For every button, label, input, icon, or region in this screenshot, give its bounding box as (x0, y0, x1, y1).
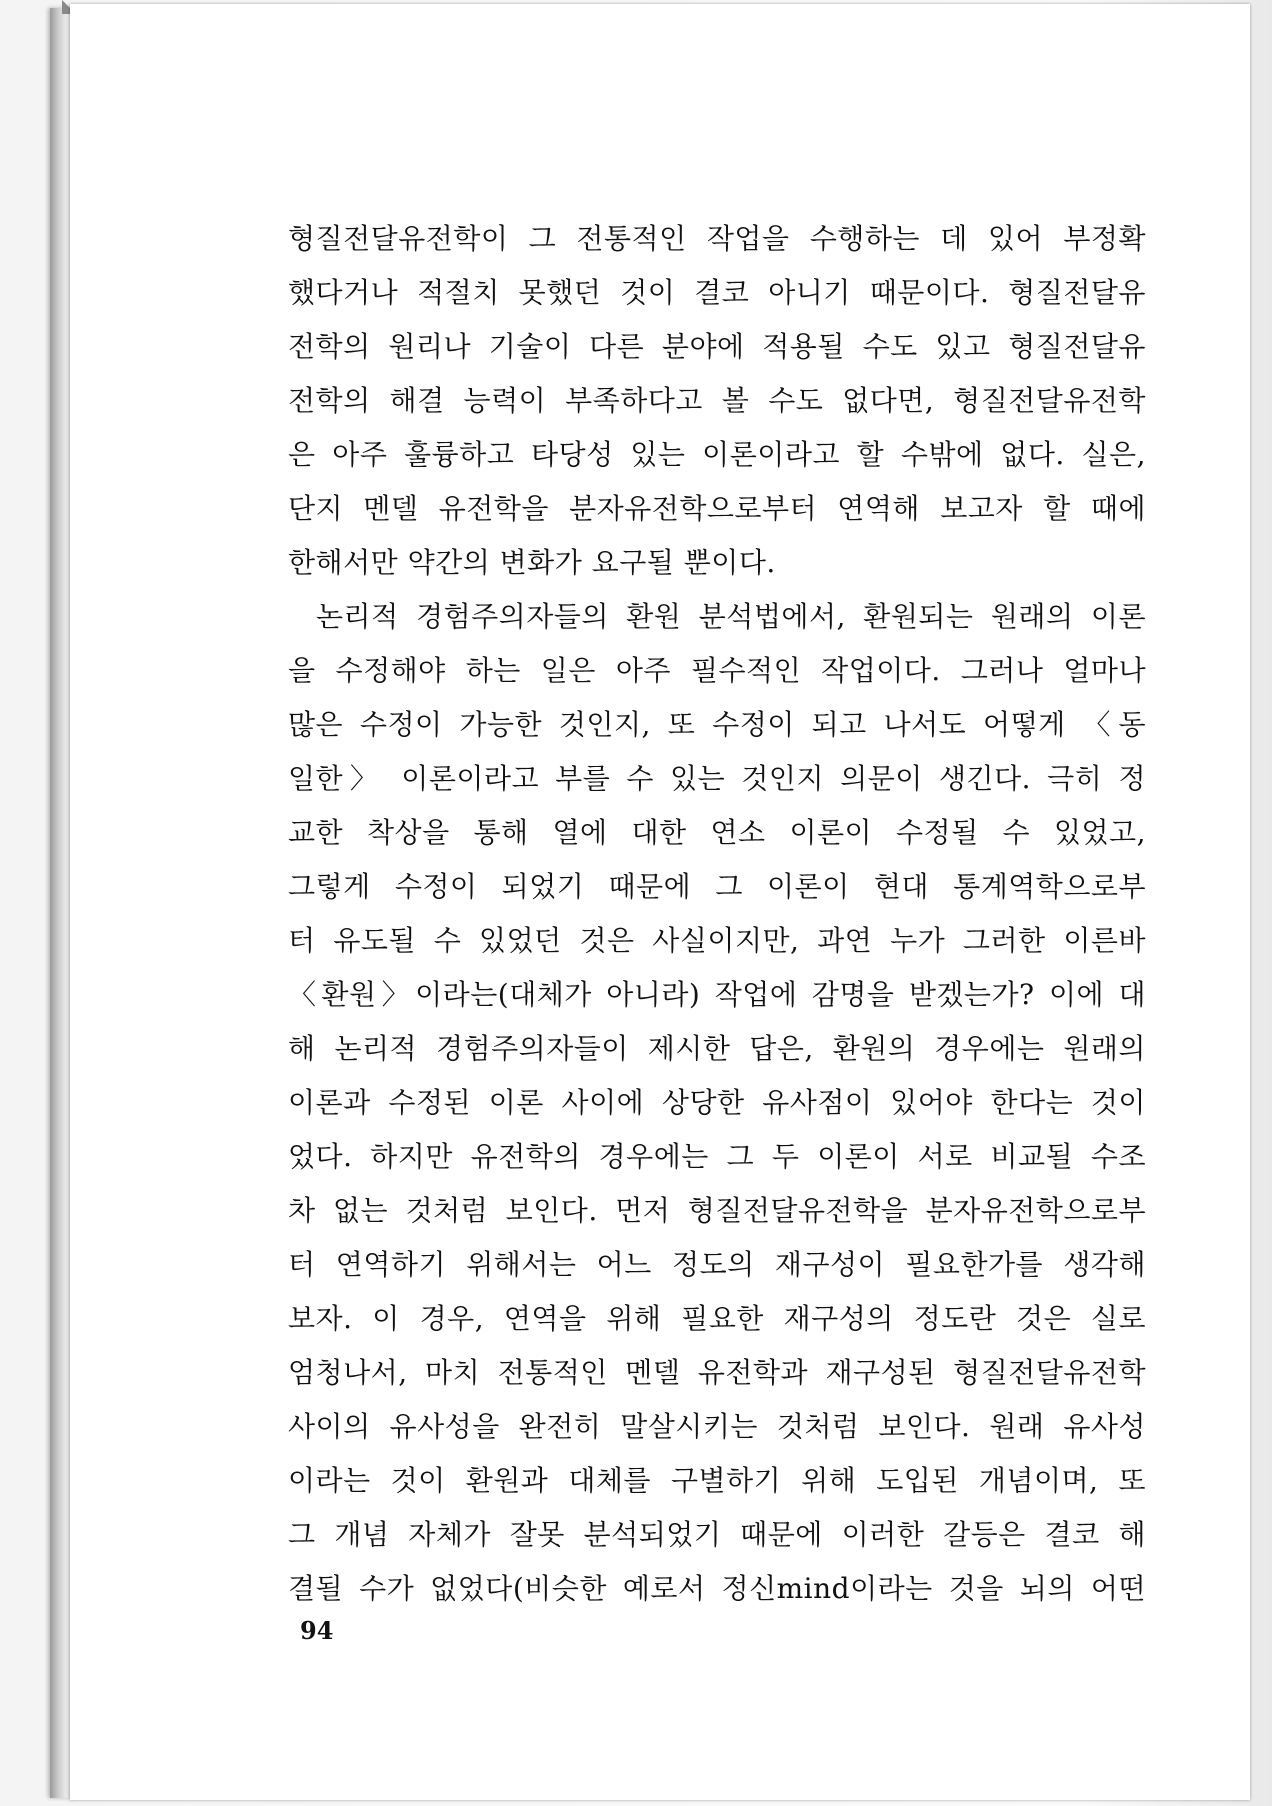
text-line: 사이의 유사성을 완전히 말살시키는 것처럼 보인다. 원래 유사성 (288, 1410, 1146, 1443)
text-line: 그 개념 자체가 잘못 분석되었기 때문에 이러한 갈등은 결코 해 (288, 1518, 1146, 1551)
text-line: 차 없는 것처럼 보인다. 먼저 형질전달유전학을 분자유전학으로부 (288, 1194, 1146, 1227)
text-line: 일한〉 이론이라고 부를 수 있는 것인지 의문이 생긴다. 극히 정 (288, 762, 1146, 795)
text-line: 단지 멘델 유전학을 분자유전학으로부터 연역해 보고자 할 때에 (288, 492, 1146, 525)
text-line: 을 수정해야 하는 일은 아주 필수적인 작업이다. 그러나 얼마나 (288, 654, 1146, 687)
body-text (288, 212, 1146, 1616)
text-line: 전학의 원리나 기술이 다른 분야에 적용될 수도 있고 형질전달유 (288, 330, 1146, 363)
text-line: 했다거나 적절치 못했던 것이 결코 아니기 때문이다. 형질전달유 (288, 276, 1146, 309)
text-line: 논리적 경험주의자들의 환원 분석법에서, 환원되는 원래의 이론 (316, 600, 1146, 633)
paragraph-2 (288, 590, 1146, 1616)
text-line: 전학의 해결 능력이 부족하다고 볼 수도 없다면, 형질전달유전학 (288, 384, 1146, 417)
text-line: 〈환원〉이라는(대체가 아니라) 작업에 감명을 받겠는가? 이에 대 (288, 978, 1146, 1011)
text-line: 한해서만 약간의 변화가 요구될 뿐이다. (288, 546, 776, 579)
text-line: 터 유도될 수 있었던 것은 사실이지만, 과연 누가 그러한 이른바 (288, 924, 1146, 957)
text-line: 교한 착상을 통해 열에 대한 연소 이론이 수정될 수 있었고, (288, 816, 1146, 849)
text-line: 해 논리적 경험주의자들이 제시한 답은, 환원의 경우에는 원래의 (288, 1032, 1146, 1065)
text-line: 결될 수가 없었다(비슷한 예로서 정신mind이라는 것을 뇌의 어떤 (288, 1572, 1146, 1605)
text-line: 형질전달유전학이 그 전통적인 작업을 수행하는 데 있어 부정확 (288, 222, 1146, 255)
text-line: 많은 수정이 가능한 것인지, 또 수정이 되고 나서도 어떻게 〈동 (288, 708, 1146, 741)
paragraph-1 (288, 212, 1146, 590)
text-line: 보자. 이 경우, 연역을 위해 필요한 재구성의 정도란 것은 실로 (288, 1302, 1146, 1335)
text-line: 엄청나서, 마치 전통적인 멘델 유전학과 재구성된 형질전달유전학 (288, 1356, 1146, 1389)
page-number: 94 (300, 1616, 334, 1645)
text-line: 은 아주 훌륭하고 타당성 있는 이론이라고 할 수밖에 없다. 실은, (288, 438, 1146, 471)
text-line: 이라는 것이 환원과 대체를 구별하기 위해 도입된 개념이며, 또 (288, 1464, 1146, 1497)
text-line: 터 연역하기 위해서는 어느 정도의 재구성이 필요한가를 생각해 (288, 1248, 1146, 1281)
text-line: 이론과 수정된 이론 사이에 상당한 유사점이 있어야 한다는 것이 (288, 1086, 1146, 1119)
text-line: 그렇게 수정이 되었기 때문에 그 이론이 현대 통계역학으로부 (288, 870, 1146, 903)
text-line: 었다. 하지만 유전학의 경우에는 그 두 이론이 서로 비교될 수조 (288, 1140, 1146, 1173)
